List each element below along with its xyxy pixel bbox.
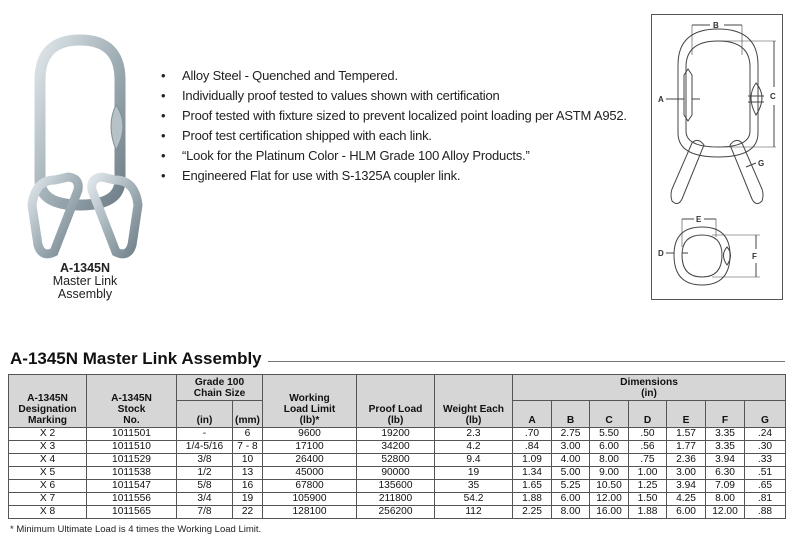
cell-dim-b: 6.00: [552, 493, 590, 506]
cell-dim-a: 2.25: [513, 506, 552, 519]
cell-dim-f: 6.30: [706, 467, 745, 480]
header-dim-a: A: [513, 401, 552, 428]
cell-wll: 26400: [263, 454, 357, 467]
cell-weight: 112: [435, 506, 513, 519]
dimension-drawing: [652, 15, 782, 299]
cell-dim-b: 3.00: [552, 441, 590, 454]
cell-dim-b: 2.75: [552, 428, 590, 441]
cell-proof-load: 34200: [357, 441, 435, 454]
cell-stock-no: 1011556: [87, 493, 177, 506]
cell-designation: X 8: [9, 506, 87, 519]
cell-dim-b: 4.00: [552, 454, 590, 467]
cell-stock-no: 1011547: [87, 480, 177, 493]
cell-dim-f: 3.35: [706, 428, 745, 441]
cell-dim-c: 9.00: [590, 467, 629, 480]
cell-weight: 54.2: [435, 493, 513, 506]
cell-chain-mm: 10: [233, 454, 263, 467]
table-row: [9, 506, 786, 519]
cell-dim-c: 16.00: [590, 506, 629, 519]
table-row: [9, 441, 786, 454]
cell-dim-f: 3.35: [706, 441, 745, 454]
cell-wll: 105900: [263, 493, 357, 506]
header-wll: Working Load Limit (lb)*: [263, 375, 357, 428]
cell-dim-d: 1.25: [629, 480, 667, 493]
cell-chain-in: 1/4-5/16: [177, 441, 233, 454]
cell-designation: X 4: [9, 454, 87, 467]
cell-chain-in: -: [177, 428, 233, 441]
caption-line-2: Assembly: [57, 287, 113, 301]
label-b: B: [713, 21, 719, 30]
cell-chain-in: 3/8: [177, 454, 233, 467]
title-divider: [268, 361, 785, 362]
cell-dim-c: 6.00: [590, 441, 629, 454]
label-d: D: [658, 249, 664, 258]
cell-designation: X 5: [9, 467, 87, 480]
bullet-icon: •: [161, 88, 166, 103]
cell-weight: 19: [435, 467, 513, 480]
bullet-icon: •: [161, 148, 166, 163]
header-chain-size: Grade 100 Chain Size: [177, 375, 263, 401]
cell-designation: X 2: [9, 428, 87, 441]
cell-dim-f: 3.94: [706, 454, 745, 467]
cell-dim-g: .88: [745, 506, 786, 519]
cell-dim-e: 2.36: [667, 454, 706, 467]
header-dim-b: B: [552, 401, 590, 428]
header-dim-g: G: [745, 401, 786, 428]
header-dim-f: F: [706, 401, 745, 428]
header-dimensions: Dimensions (in): [513, 375, 786, 401]
cell-dim-d: 1.00: [629, 467, 667, 480]
sub-link-left: [32, 177, 78, 254]
cell-dim-b: 5.00: [552, 467, 590, 480]
cell-wll: 67800: [263, 480, 357, 493]
header-weight: Weight Each (lb): [435, 375, 513, 428]
cell-wll: 128100: [263, 506, 357, 519]
feature-item: • Individually proof tested to values shown with certification: [158, 86, 627, 106]
cell-dim-g: .81: [745, 493, 786, 506]
cell-stock-no: 1011501: [87, 428, 177, 441]
cell-dim-e: 1.77: [667, 441, 706, 454]
caption-line-1: Master Link: [52, 274, 118, 288]
cell-dim-c: 10.50: [590, 480, 629, 493]
spec-table: [8, 374, 786, 519]
cell-proof-load: 256200: [357, 506, 435, 519]
table-row: [9, 493, 786, 506]
cell-dim-a: 1.09: [513, 454, 552, 467]
cell-chain-mm: 7 - 8: [233, 441, 263, 454]
cell-proof-load: 135600: [357, 480, 435, 493]
cell-wll: 9600: [263, 428, 357, 441]
cell-proof-load: 52800: [357, 454, 435, 467]
spec-table-body: [9, 428, 786, 519]
cell-dim-g: .65: [745, 480, 786, 493]
cell-weight: 4.2: [435, 441, 513, 454]
feature-item: • Proof test certification shipped with each link.: [158, 126, 627, 146]
cell-dim-g: .33: [745, 454, 786, 467]
cell-dim-e: 1.57: [667, 428, 706, 441]
label-a: A: [658, 95, 664, 104]
feature-list: [158, 66, 627, 186]
cell-chain-mm: 16: [233, 480, 263, 493]
table-row: [9, 467, 786, 480]
cell-dim-d: 1.50: [629, 493, 667, 506]
cell-designation: X 3: [9, 441, 87, 454]
cell-chain-in: 7/8: [177, 506, 233, 519]
cell-dim-c: 5.50: [590, 428, 629, 441]
cell-chain-in: 5/8: [177, 480, 233, 493]
cell-dim-d: 1.88: [629, 506, 667, 519]
feature-item: • Alloy Steel - Quenched and Tempered.: [158, 66, 627, 86]
label-e: E: [696, 215, 702, 224]
feature-item: • Engineered Flat for use with S-1325A coupler link.: [158, 166, 627, 186]
cell-chain-mm: 22: [233, 506, 263, 519]
cell-dim-g: .30: [745, 441, 786, 454]
cell-proof-load: 19200: [357, 428, 435, 441]
label-c: C: [770, 92, 776, 101]
header-chain-mm: (mm): [233, 401, 263, 428]
cell-dim-f: 7.09: [706, 480, 745, 493]
cell-dim-a: 1.88: [513, 493, 552, 506]
table-row: [9, 454, 786, 467]
cell-dim-e: 4.25: [667, 493, 706, 506]
table-title: A-1345N Master Link Assembly: [10, 349, 262, 368]
label-f: F: [752, 252, 757, 261]
cell-weight: 2.3: [435, 428, 513, 441]
footnote: * Minimum Ultimate Load is 4 times the Working Load Limit.: [10, 524, 262, 535]
cell-wll: 17100: [263, 441, 357, 454]
cell-dim-c: 8.00: [590, 454, 629, 467]
bullet-icon: •: [161, 108, 166, 123]
cell-proof-load: 90000: [357, 467, 435, 480]
bullet-icon: •: [161, 128, 166, 143]
cell-dim-d: .56: [629, 441, 667, 454]
cell-stock-no: 1011538: [87, 467, 177, 480]
cell-designation: X 6: [9, 480, 87, 493]
header-designation: A-1345N Designation Marking: [9, 375, 87, 428]
cell-dim-g: .51: [745, 467, 786, 480]
cell-wll: 45000: [263, 467, 357, 480]
cell-dim-e: 3.00: [667, 467, 706, 480]
cell-dim-f: 8.00: [706, 493, 745, 506]
cell-stock-no: 1011510: [87, 441, 177, 454]
cell-dim-b: 5.25: [552, 480, 590, 493]
cell-dim-f: 12.00: [706, 506, 745, 519]
cell-designation: X 7: [9, 493, 87, 506]
bullet-icon: •: [161, 68, 166, 83]
cell-chain-in: 3/4: [177, 493, 233, 506]
dimension-diagram: [651, 14, 783, 300]
cell-dim-a: .70: [513, 428, 552, 441]
cell-chain-mm: 6: [233, 428, 263, 441]
product-caption: [30, 262, 140, 301]
cell-dim-d: .50: [629, 428, 667, 441]
header-dim-e: E: [667, 401, 706, 428]
cell-chain-mm: 19: [233, 493, 263, 506]
cell-dim-e: 6.00: [667, 506, 706, 519]
cell-weight: 35: [435, 480, 513, 493]
cell-stock-no: 1011565: [87, 506, 177, 519]
table-row: [9, 480, 786, 493]
cell-weight: 9.4: [435, 454, 513, 467]
label-g: G: [758, 159, 765, 168]
cell-stock-no: 1011529: [87, 454, 177, 467]
cell-dim-g: .24: [745, 428, 786, 441]
cell-dim-b: 8.00: [552, 506, 590, 519]
cell-dim-e: 3.94: [667, 480, 706, 493]
feature-item: • “Look for the Platinum Color - HLM Grade 100 Alloy Products.”: [158, 146, 627, 166]
header-stock: A-1345N Stock No.: [87, 375, 177, 428]
cell-chain-mm: 13: [233, 467, 263, 480]
header-dim-c: C: [590, 401, 629, 428]
cell-dim-d: .75: [629, 454, 667, 467]
cell-dim-c: 12.00: [590, 493, 629, 506]
cell-dim-a: 1.65: [513, 480, 552, 493]
cell-chain-in: 1/2: [177, 467, 233, 480]
feature-item: • Proof tested with fixture sized to prevent localized point loading per ASTM A952.: [158, 106, 627, 126]
table-row: [9, 428, 786, 441]
cell-proof-load: 211800: [357, 493, 435, 506]
cell-dim-a: .84: [513, 441, 552, 454]
cell-dim-a: 1.34: [513, 467, 552, 480]
header-proof-load: Proof Load (lb): [357, 375, 435, 428]
header-dim-d: D: [629, 401, 667, 428]
master-link-photo: [20, 30, 150, 260]
product-model: A-1345N: [59, 261, 111, 275]
bullet-icon: •: [161, 168, 166, 183]
header-chain-in: (in): [177, 401, 233, 428]
